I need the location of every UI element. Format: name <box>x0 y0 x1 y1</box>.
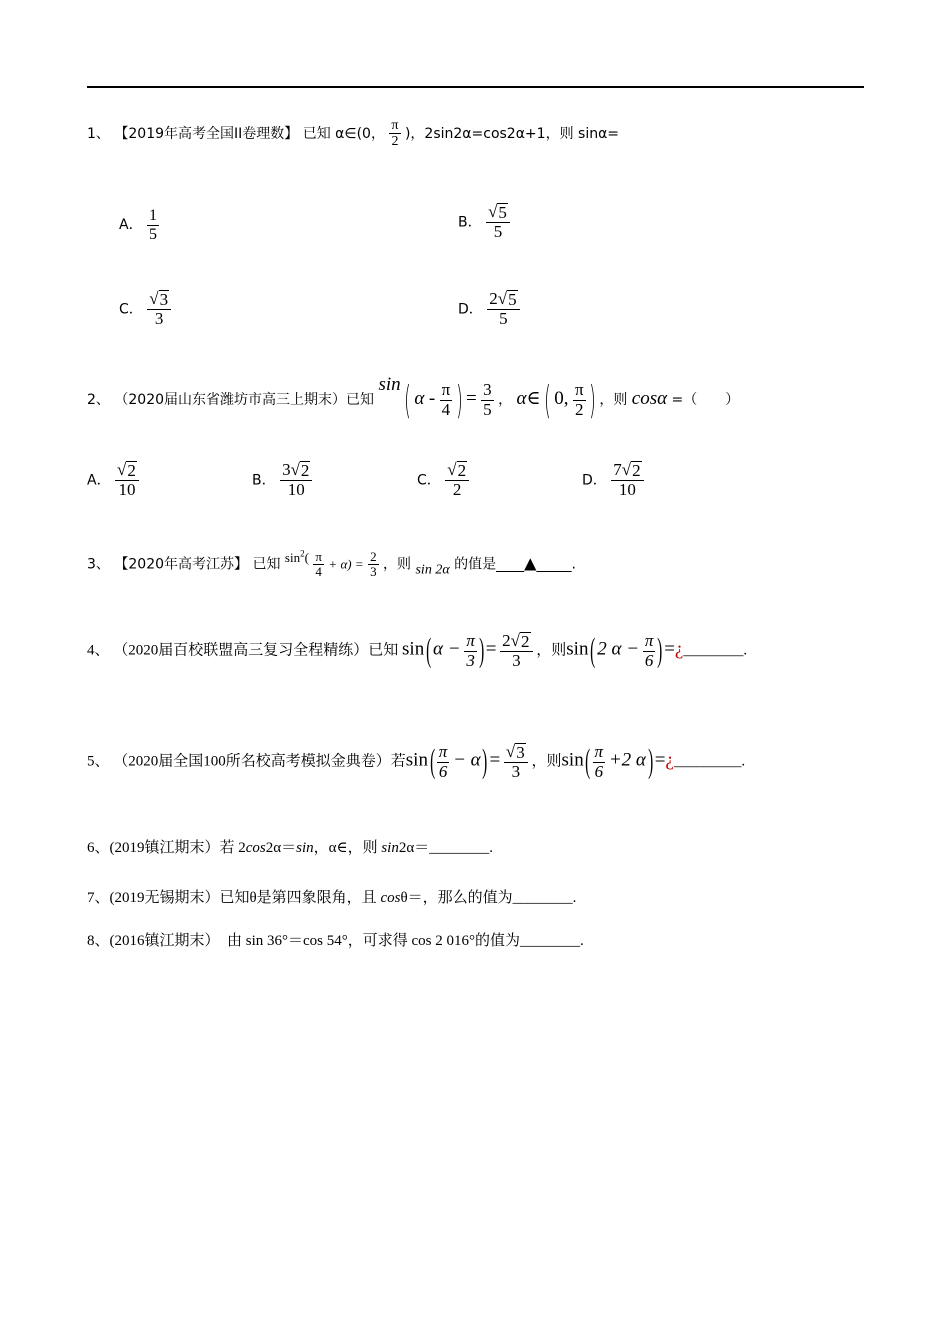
right-paren: ) <box>657 632 663 670</box>
denominator: 10 <box>618 479 636 499</box>
question-text: ，则 <box>383 556 412 573</box>
comma: ， <box>498 392 513 408</box>
question-source: （2020届全国100所名校高考模拟金典卷）若 <box>113 753 406 770</box>
question-number: 4、 <box>87 642 110 659</box>
radicand: 3 <box>159 290 169 309</box>
question-1 <box>87 118 619 150</box>
denominator: 3 <box>466 650 475 670</box>
denominator: 5 <box>493 221 503 241</box>
fraction-pi-over-6 <box>593 743 606 781</box>
radicand: 2 <box>632 461 641 480</box>
option-fraction <box>115 461 139 500</box>
denominator: 3 <box>370 563 377 579</box>
math-cos: cosα <box>631 388 668 409</box>
math-cos: cos <box>245 840 266 856</box>
numerator: π <box>466 631 475 651</box>
left-paren: ( <box>585 743 591 781</box>
q1-option-d <box>458 290 520 329</box>
answer-blank: ____ <box>496 556 525 573</box>
question-number: 3、 <box>87 556 110 573</box>
denominator: 6 <box>644 650 654 670</box>
radicand: 2 <box>300 461 310 480</box>
option-fraction <box>147 290 171 329</box>
question-3 <box>87 549 576 579</box>
fraction-pi-over-3 <box>464 632 477 670</box>
q2-option-c <box>417 461 469 500</box>
math-minus-alpha: − α <box>453 749 481 771</box>
placeholder-glyph: ¿ <box>665 749 674 771</box>
numerator: 2 <box>370 548 377 564</box>
left-paren: ( <box>426 632 432 670</box>
denominator: 10 <box>118 479 136 499</box>
question-text: ，则 <box>536 642 567 659</box>
answer-blank: _____. <box>536 556 576 573</box>
option-fraction <box>611 461 643 500</box>
coefficient: 7 <box>613 460 622 480</box>
question-text: 已知 α∈(0， <box>302 125 385 142</box>
math-minus: - <box>428 388 436 409</box>
numerator: 2 √ 5 <box>489 289 517 309</box>
right-paren: ) <box>478 632 484 670</box>
answer-blank: _________. <box>673 753 746 770</box>
q2-option-b <box>252 461 312 500</box>
question-text: 8、(2016镇江期末） 由 sin 36°＝cos 54°，可求得 cos 2 016°的值为________. <box>87 933 584 949</box>
denominator: 6 <box>594 761 604 781</box>
question-6 <box>87 836 493 857</box>
fraction-pi-over-2 <box>573 381 586 419</box>
radicand: 2 <box>457 461 467 480</box>
question-source: 【2020年高考江苏】 <box>114 556 249 573</box>
math-sin: sin <box>296 840 314 856</box>
math-sin-squared <box>285 550 309 565</box>
denominator: 6 <box>438 761 448 781</box>
math-expression: + α) = <box>328 556 364 572</box>
question-source: 【2019年高考全国II卷理数】 <box>114 125 299 142</box>
fraction-pi-over-6 <box>437 743 450 781</box>
denominator: 2 <box>452 479 462 499</box>
math-equals: = <box>485 638 497 660</box>
right-paren: ) <box>589 378 596 422</box>
denominator: 5 <box>149 225 158 243</box>
question-8 <box>87 929 584 950</box>
radicand: 5 <box>498 203 507 222</box>
math-cos: cos <box>380 890 401 906</box>
math-plus-2alpha: +2 α <box>608 749 646 771</box>
fraction-pi-over-2 <box>389 118 400 150</box>
fraction-pi-over-4 <box>440 381 453 419</box>
math-zero: 0, <box>554 388 569 409</box>
option-fraction <box>486 203 510 242</box>
question-text: )，2sin2α=cos2α+1，则 sinα= <box>404 125 620 142</box>
coefficient: 2 <box>502 631 511 651</box>
left-paren: ( <box>304 550 309 566</box>
numerator: 2 √ 2 <box>502 631 530 651</box>
answer-parens: =（ ） <box>671 392 740 408</box>
question-text: 7、(2019无锡期末）已知θ是第四象限角，且 <box>87 890 381 906</box>
question-text: 已知 <box>252 556 281 573</box>
numerator: π <box>315 548 322 564</box>
radicand: 2 <box>127 461 136 480</box>
question-text: 6、(2019镇江期末）若 2 <box>87 840 246 856</box>
q1-option-b <box>458 203 510 242</box>
question-4 <box>87 632 747 671</box>
fraction-3-over-5 <box>481 381 494 419</box>
fraction-pi-over-4 <box>313 550 324 580</box>
numerator: 7 √ 2 <box>613 460 641 480</box>
math-2alpha-minus: 2 α − <box>597 638 640 660</box>
left-paren: ( <box>429 743 435 781</box>
q2-option-d <box>582 461 644 500</box>
option-label: B． <box>458 214 482 231</box>
math-alpha: α <box>414 388 425 409</box>
question-5 <box>87 743 745 782</box>
option-label: D． <box>582 472 607 489</box>
numerator: π <box>391 118 399 133</box>
option-label: B． <box>252 472 276 489</box>
radicand: 5 <box>508 290 517 309</box>
option-fraction <box>280 461 312 500</box>
placeholder-glyph: ¿ <box>674 638 684 660</box>
triangle-icon: ▲ <box>524 553 537 573</box>
denominator: 2 <box>575 399 584 419</box>
fraction-2sqrt2-over-3 <box>500 632 532 671</box>
denominator: 4 <box>441 399 451 419</box>
sqrt: √ 3 <box>149 289 169 309</box>
sqrt: √ 2 <box>117 460 136 480</box>
radicand: 3 <box>516 743 525 762</box>
math-sin: sin <box>378 374 401 395</box>
sqrt: √ 5 <box>488 202 507 222</box>
fraction-pi-over-6 <box>643 632 656 670</box>
question-text: ，则 <box>531 753 562 770</box>
question-text: ，α∈，则 <box>313 840 382 856</box>
denominator: 2 <box>391 134 399 150</box>
numerator: 1 <box>149 207 158 224</box>
option-fraction <box>487 290 519 329</box>
fraction-sqrt3-over-3 <box>504 743 528 782</box>
math-equals: = <box>664 638 675 660</box>
option-label: D． <box>458 301 483 318</box>
denominator: 10 <box>287 479 305 499</box>
question-text: 2α＝ <box>265 840 297 856</box>
question-text: ，则 <box>599 392 628 408</box>
math-sin: sin <box>381 840 399 856</box>
option-label: C． <box>119 301 143 318</box>
fraction-2-over-3 <box>368 550 379 580</box>
question-number: 1、 <box>87 125 110 142</box>
question-number: 2、 <box>87 392 110 408</box>
numerator: π <box>441 379 451 399</box>
answer-blank: ________. <box>683 642 748 659</box>
exponent: 2 <box>300 549 305 559</box>
numerator: 3 √ 2 <box>282 460 310 480</box>
q1-option-a <box>119 207 159 243</box>
math-in: α∈ <box>516 388 541 409</box>
header-rule <box>87 86 864 88</box>
denominator: 5 <box>499 308 508 328</box>
option-fraction <box>445 461 469 500</box>
denominator: 3 <box>512 650 521 670</box>
left-paren: ( <box>590 632 596 670</box>
math-sin: sin <box>566 638 589 660</box>
q2-option-a <box>87 461 139 500</box>
question-text: 的值是 <box>454 556 497 573</box>
denominator: 5 <box>483 399 492 419</box>
coefficient: 2 <box>489 289 498 309</box>
q1-option-c <box>119 290 171 329</box>
denominator: 3 <box>511 761 521 781</box>
math-sin: sin <box>561 749 584 771</box>
question-source: （2020届百校联盟高三复习全程精练）已知 <box>113 642 399 659</box>
math-sin: sin <box>402 638 425 660</box>
radicand: 2 <box>521 632 530 651</box>
math-alpha-minus: α − <box>433 638 461 660</box>
right-paren: ) <box>482 743 488 781</box>
numerator: π <box>575 379 584 399</box>
right-paren: ) <box>647 743 653 781</box>
math-sin-2alpha: sin 2α <box>415 562 450 578</box>
numerator: 3 <box>483 379 492 399</box>
numerator: π <box>594 742 604 762</box>
math-equals: = <box>465 388 477 409</box>
question-text: 2α＝________. <box>398 840 493 856</box>
option-label: A． <box>119 217 143 234</box>
option-fraction <box>147 207 159 243</box>
coefficient: 3 <box>282 460 291 480</box>
question-2 <box>87 374 740 422</box>
numerator: π <box>644 631 654 651</box>
numerator: π <box>438 742 448 762</box>
denominator: 4 <box>315 563 322 579</box>
sqrt: √ 2 <box>447 460 467 480</box>
math-sin: sin <box>405 749 428 771</box>
denominator: 3 <box>154 308 164 328</box>
math-equals: = <box>654 749 666 771</box>
option-label: C． <box>417 472 441 489</box>
right-paren: ) <box>455 378 463 422</box>
question-source: （2020届山东省潍坊市高三上期末）已知 <box>114 392 375 408</box>
question-text: θ＝，那么的值为________. <box>400 890 577 906</box>
left-paren: ( <box>404 378 411 422</box>
question-number: 5、 <box>87 753 110 770</box>
question-7 <box>87 886 576 907</box>
option-label: A． <box>87 472 111 489</box>
math-equals: = <box>489 749 501 771</box>
sqrt: √ 3 <box>505 742 525 762</box>
math-sin: sin <box>284 550 301 566</box>
left-paren: ( <box>544 378 551 422</box>
